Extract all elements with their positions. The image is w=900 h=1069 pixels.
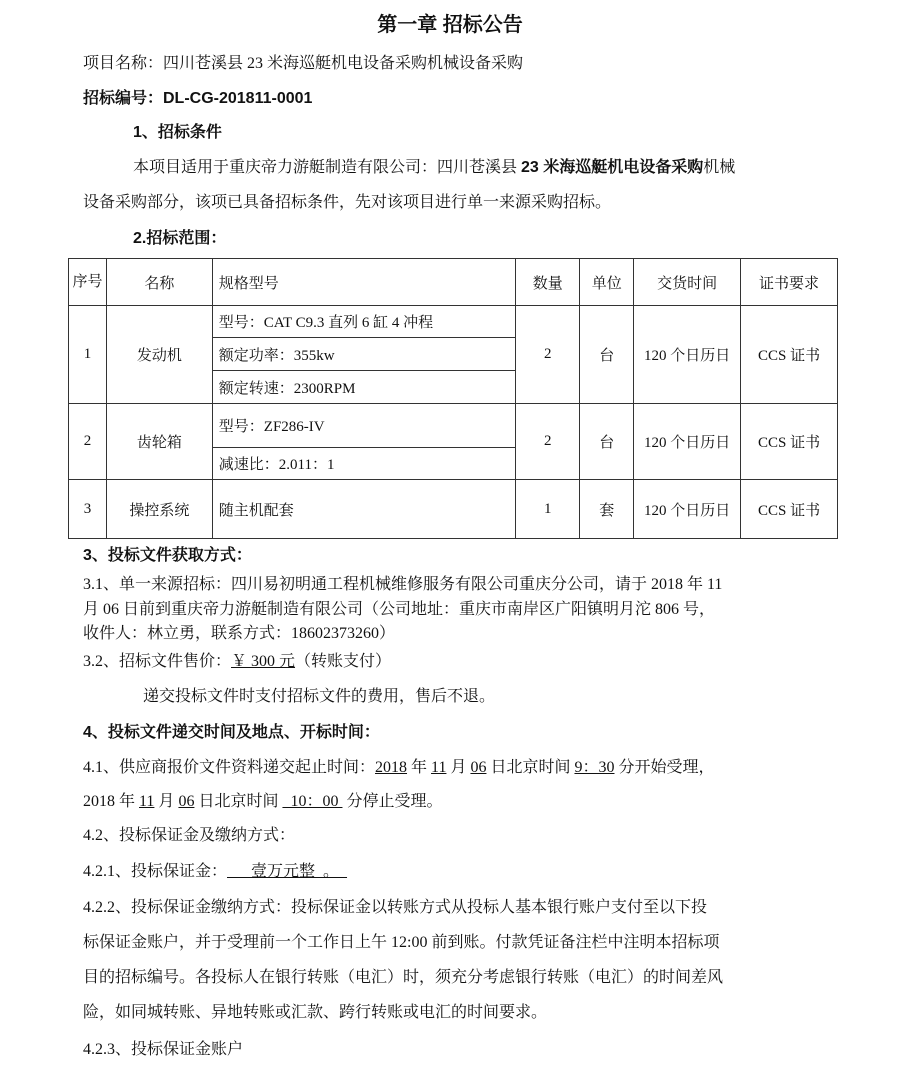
- day: 06: [178, 793, 195, 810]
- section-1-paragraph: [133, 158, 735, 178]
- s3-2-line: [83, 652, 391, 672]
- s4-2-line: 4.2、投标保证金及缴纳方式：: [83, 827, 296, 844]
- cell-no: 3: [69, 480, 107, 539]
- month: 11: [139, 793, 155, 810]
- table-header-row: [69, 259, 838, 306]
- cell-unit: 套: [580, 480, 634, 539]
- cell-delivery: 120 个日历日: [634, 404, 741, 480]
- section-3-heading: 3、投标文件获取方式：: [83, 547, 252, 564]
- section-1-heading: 1、招标条件: [133, 124, 222, 141]
- cell-spec: 额定转速：2300RPM: [212, 371, 516, 404]
- s3-1-line: 月 06 日前到重庆帝力游艇制造有限公司（公司地址：重庆市南岸区广阳镇明月沱 806 号，: [83, 601, 716, 618]
- text: 日北京时间: [194, 793, 283, 810]
- bid-scope-table: [68, 258, 838, 539]
- cell-name: 发动机: [106, 306, 212, 404]
- header-cell: 证书要求: [741, 259, 838, 306]
- cell-spec: 减速比：2.011：1: [212, 448, 516, 480]
- s4-2-2-line: 4.2.2、投标保证金缴纳方式：投标保证金以转账方式从投标人基本银行账户支付至以下投: [83, 899, 708, 916]
- project-name: 项目名称：四川苍溪县 23 米海巡艇机电设备采购机械设备采购: [83, 55, 524, 72]
- cell-spec: 额定功率：355kw: [212, 338, 516, 371]
- text: 本项目适用于重庆帝力游艇制造有限公司：四川苍溪县: [133, 159, 522, 176]
- section-4-heading: 4、投标文件递交时间及地点、开标时间：: [83, 724, 380, 741]
- deposit-amount: 壹万元整 。: [227, 863, 348, 880]
- section-2-heading: 2.招标范围：: [133, 230, 227, 247]
- header-cell: 单位: [580, 259, 634, 306]
- cell-cert: CCS 证书: [741, 480, 838, 539]
- cell-spec: 型号：CAT C9.3 直列 6 缸 4 冲程: [212, 306, 516, 338]
- text: 年: [407, 759, 432, 776]
- text: 月: [154, 793, 179, 810]
- header-cell: 交货时间: [634, 259, 741, 306]
- text: 日北京时间: [486, 759, 575, 776]
- month: 11: [431, 759, 447, 776]
- s4-1-line: [83, 758, 715, 778]
- bold-text: 23 米海巡艇机电设备采购: [521, 159, 704, 176]
- table-row: [69, 306, 838, 338]
- time: 10：00: [282, 793, 343, 810]
- cell-spec: 随主机配套: [212, 480, 516, 539]
- cell-qty: 2: [516, 404, 580, 480]
- text: 分开始受理，: [614, 759, 715, 776]
- header-cell: 名称: [106, 259, 212, 306]
- s4-2-2-line: 目的招标编号。各投标人在银行转账（电汇）时，须充分考虑银行转账（电汇）的时间差风: [83, 969, 724, 986]
- text: 机械: [703, 159, 736, 176]
- cell-cert: CCS 证书: [741, 404, 838, 480]
- text: 分停止受理。: [342, 793, 443, 810]
- day: 06: [470, 759, 487, 776]
- cell-delivery: 120 个日历日: [634, 480, 741, 539]
- cell-unit: 台: [580, 306, 634, 404]
- cell-no: 1: [69, 306, 107, 404]
- bid-number: 招标编号：DL-CG-201811-0001: [83, 90, 313, 107]
- text: 月: [446, 759, 471, 776]
- s4-2-2-line: 标保证金账户，并于受理前一个工作日上午 12:00 前到账。付款凭证备注栏中注明本招标项: [83, 934, 720, 951]
- label: 4.2.1、投标保证金：: [83, 863, 228, 880]
- note: （转账支付）: [295, 653, 392, 670]
- s4-2-2-line: 险，如同城转账、异地转账或汇款、跨行转账或电汇的时间要求。: [83, 1004, 548, 1021]
- s3-2-paragraph: 递交投标文件时支付招标文件的费用，售后不退。: [143, 688, 496, 705]
- cell-name: 操控系统: [106, 480, 212, 539]
- s3-1-line: 收件人：林立勇，联系方式：18602373260）: [83, 625, 396, 642]
- header-cell: 序号: [69, 259, 107, 306]
- header-cell: 数量: [516, 259, 580, 306]
- text: 年: [115, 793, 140, 810]
- cell-name: 齿轮箱: [106, 404, 212, 480]
- table-row: [69, 480, 838, 539]
- text: 4.1、供应商报价文件资料递交起止时间：: [83, 759, 376, 776]
- s3-1-line: 3.1、单一来源招标：四川易初明通工程机械维修服务有限公司重庆分公司，请于 2018 年 11: [83, 576, 723, 593]
- cell-spec: 型号：ZF286-IV: [212, 404, 516, 448]
- cell-qty: 1: [516, 480, 580, 539]
- label: 3.2、招标文件售价：: [83, 653, 232, 670]
- s4-2-3-line: 4.2.3、投标保证金账户: [83, 1041, 244, 1058]
- cell-qty: 2: [516, 306, 580, 404]
- cell-delivery: 120 个日历日: [634, 306, 741, 404]
- year: 2018: [375, 759, 408, 776]
- year: 2018: [83, 793, 115, 810]
- table-row: [69, 404, 838, 448]
- s4-1-line-2: [83, 792, 442, 812]
- price: ￥ 300 元: [231, 653, 296, 670]
- cell-cert: CCS 证书: [741, 306, 838, 404]
- section-1-paragraph-cont: 设备采购部分，该项已具备招标条件，先对该项目进行单一来源采购招标。: [83, 194, 612, 211]
- cell-unit: 台: [580, 404, 634, 480]
- header-cell: 规格型号: [212, 259, 516, 306]
- chapter-title: 第一章 招标公告: [377, 14, 523, 36]
- cell-no: 2: [69, 404, 107, 480]
- time: 9：30: [574, 759, 615, 776]
- s4-2-1-line: [83, 862, 347, 882]
